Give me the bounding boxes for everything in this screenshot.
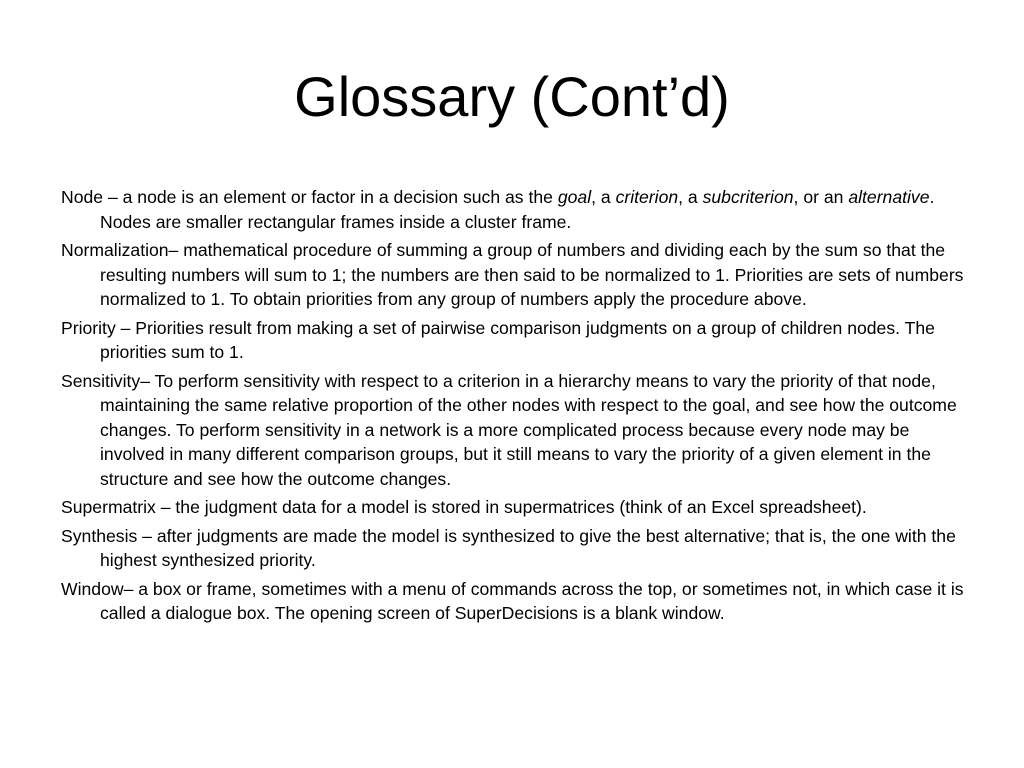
entry-italic-term: goal — [557, 187, 592, 207]
glossary-entry-normalization: Normalization– mathematical procedure of summing a group of numbers and dividing each by the sum so that the resulting numbers will sum to 1; the numbers are then said to be normalized to 1. Priorities are sets of numbers normalized to 1. To obtain priorities from any group of numbers apply the procedure above. — [61, 240, 964, 309]
entry-text: , or an — [793, 187, 849, 207]
glossary-entry-priority: Priority – Priorities result from making a set of pairwise comparison judgments on a group of children nodes. The priorities sum to 1. — [61, 317, 935, 362]
entry-italic-term: subcriterion — [702, 187, 794, 207]
entry-text: , a — [678, 187, 703, 207]
glossary-entry-window: Window– a box or frame, sometimes with a menu of commands across the top, or sometimes not, in which case it is called a dialogue box. The opening screen of SuperDecisions is a blank window. — [61, 578, 964, 623]
entry-italic-term: alternative — [848, 187, 930, 207]
entry-text: , a — [591, 187, 616, 207]
entry-text: . Nodes are smaller rectangular frames inside a cluster frame. — [100, 187, 935, 232]
entry-text: Node – a node is an element or factor in a decision such as the — [61, 187, 558, 207]
glossary-entry-supermatrix: Supermatrix – the judgment data for a model is stored in supermatrices (think of an Excel spreadsheet). — [61, 497, 867, 517]
glossary-entry-node — [61, 185, 966, 234]
entry-italic-term: criterion — [615, 187, 679, 207]
glossary-entry-synthesis: Synthesis – after judgments are made the model is synthesized to give the best alternative; that is, the one with the highest synthesized priority. — [61, 525, 956, 570]
glossary-list — [61, 185, 966, 630]
glossary-entry-sensitivity: Sensitivity– To perform sensitivity with respect to a criterion in a hierarchy means to vary the priority of that node, maintaining the same relative proportion of the other nodes with respect to the goal, and see how the outcome changes. To perform sensitivity in a network is a more complicated process because every node may be involved in many different comparison groups, but it still means to vary the priority of a given element in the structure and see how the outcome changes. — [61, 370, 957, 489]
slide-title: Glossary (Cont’d) — [294, 65, 730, 128]
